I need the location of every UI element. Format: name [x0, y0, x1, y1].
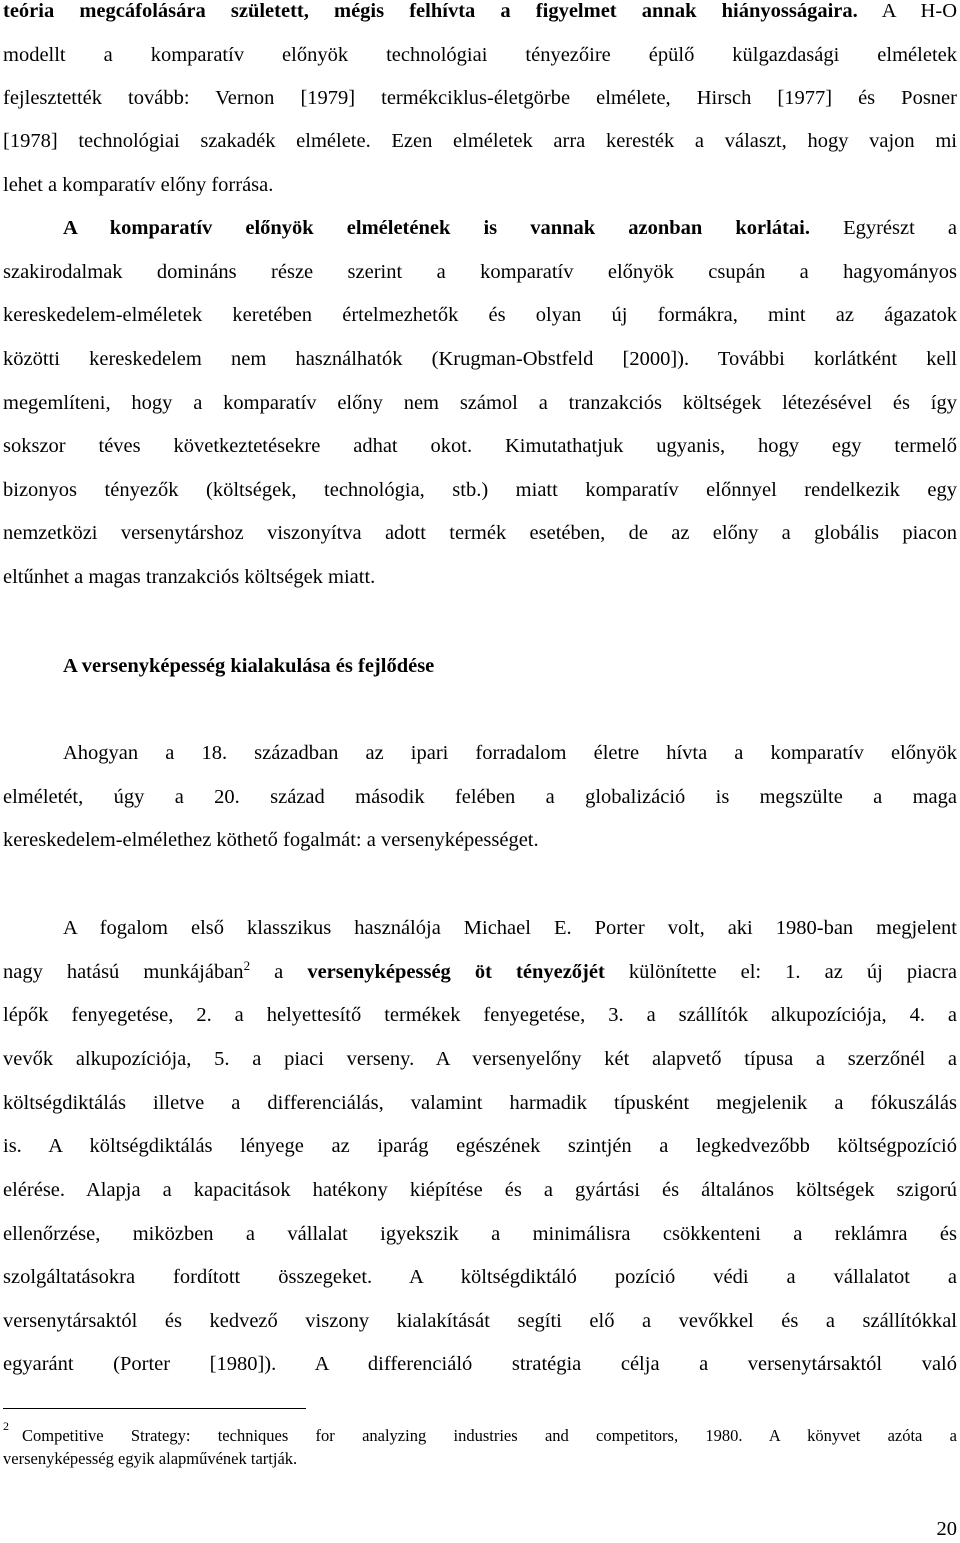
paragraph-line: költségdiktálás illetve a differenciálás, valamint harmadik típusként megjelenik a fókuszálás	[3, 1092, 957, 1114]
paragraph-line: A fogalom első klasszikus használója Michael E. Porter volt, aki 1980-ban megjelent	[63, 917, 957, 939]
footnote-reference[interactable]: 2	[243, 958, 251, 974]
paragraph-line: lépők fenyegetése, 2. a helyettesítő termékek fenyegetése, 3. a szállítók alkupozíciója, 4. a	[3, 1004, 957, 1026]
section-heading: A versenyképesség kialakulása és fejlődése	[63, 655, 435, 677]
paragraph-line: közötti kereskedelem nem használhatók (Krugman-Obstfeld [2000]). További korlátként kell	[3, 348, 957, 370]
paragraph-line: egyaránt (Porter [1980]). A differenciáló stratégia célja a versenytársaktól való	[3, 1353, 957, 1375]
footnote-line: versenyképesség egyik alapművének tartják.	[3, 1449, 298, 1468]
text-span: Egyrészt a	[810, 217, 957, 239]
paragraph-line: szakirodalmak domináns része szerint a komparatív előnyök csupán a hagyományos	[3, 261, 957, 283]
footnote-separator	[3, 1408, 306, 1409]
paragraph-line: eltűnhet a magas tranzakciós költségek miatt.	[3, 566, 376, 588]
text-span: A H-O	[857, 0, 957, 22]
paragraph-line: ellenőrzése, miközben a vállalat igyekszik a minimálisra csökkenteni a reklámra és	[3, 1223, 957, 1245]
paragraph-line: nemzetközi versenytárshoz viszonyítva adott termék esetében, de az előny a globális piacon	[3, 522, 957, 544]
footnote-mark: 2	[3, 1419, 9, 1433]
paragraph-line	[3, 0, 957, 24]
paragraph-line: megemlíteni, hogy a komparatív előny nem számol a tranzakciós költségek létezésével és így	[3, 392, 957, 414]
text-span: a	[250, 961, 308, 983]
paragraph-line	[63, 215, 957, 241]
paragraph-line: is. A költségdiktálás lényege az iparág egészének szintjén a legkedvezőbb költségpozíció	[3, 1135, 957, 1157]
bold-text: versenyképesség öt tényezőjét	[307, 961, 605, 983]
text-span: nagy hatású munkájában	[3, 961, 244, 983]
paragraph-line: fejlesztették tovább: Vernon [1979] termékciklus-életgörbe elmélete, Hirsch [1977] és Posner	[3, 87, 957, 109]
bold-text: teória megcáfolására született, mégis felhívta a figyelmet annak hiányosságaira.	[3, 0, 858, 22]
paragraph-line: vevők alkupozíciója, 5. a piaci verseny. A versenyelőny két alapvető típusa a szerzőnél a	[3, 1048, 957, 1070]
footnote-line: Competitive Strategy: techniques for analyzing industries and competitors, 1980. A könyvet azóta a	[22, 1426, 957, 1445]
paragraph-line: versenytársaktól és kedvező viszony kialakítását segíti elő a vevőkkel és a szállítókkal	[3, 1310, 957, 1332]
paragraph-line: kereskedelem-elmélethez köthető fogalmát: a versenyképességet.	[3, 829, 539, 851]
paragraph-line: elméletét, úgy a 20. század második felében a globalizáció is megszülte a maga	[3, 786, 957, 808]
bold-text: A komparatív előnyök elméletének is vannak azonban korlátai.	[63, 217, 810, 239]
paragraph-line: Ahogyan a 18. században az ipari forradalom életre hívta a komparatív előnyök	[63, 742, 957, 764]
page-number: 20	[936, 1518, 957, 1540]
paragraph-line: bizonyos tényezők (költségek, technológia, stb.) miatt komparatív előnnyel rendelkezik egy	[3, 479, 957, 501]
paragraph-line: [1978] technológiai szakadék elmélete. Ezen elméletek arra keresték a választ, hogy vajon mi	[3, 130, 957, 152]
paragraph-line	[3, 959, 957, 985]
paragraph-line: sokszor téves következtetésekre adhat okot. Kimutathatjuk ugyanis, hogy egy termelő	[3, 435, 957, 457]
paragraph-line: modellt a komparatív előnyök technológiai tényezőire épülő külgazdasági elméletek	[3, 44, 957, 66]
paragraph-line: kereskedelem-elméletek keretében értelmezhetők és olyan új formákra, mint az ágazatok	[3, 304, 957, 326]
paragraph-line: szolgáltatásokra fordított összegeket. A költségdiktáló pozíció védi a vállalatot a	[3, 1266, 957, 1288]
paragraph-line: elérése. Alapja a kapacitások hatékony kiépítése és a gyártási és általános költségek szigorú	[3, 1179, 957, 1201]
text-span: különítette el: 1. az új piacra	[604, 961, 957, 983]
paragraph-line: lehet a komparatív előny forrása.	[3, 174, 274, 196]
